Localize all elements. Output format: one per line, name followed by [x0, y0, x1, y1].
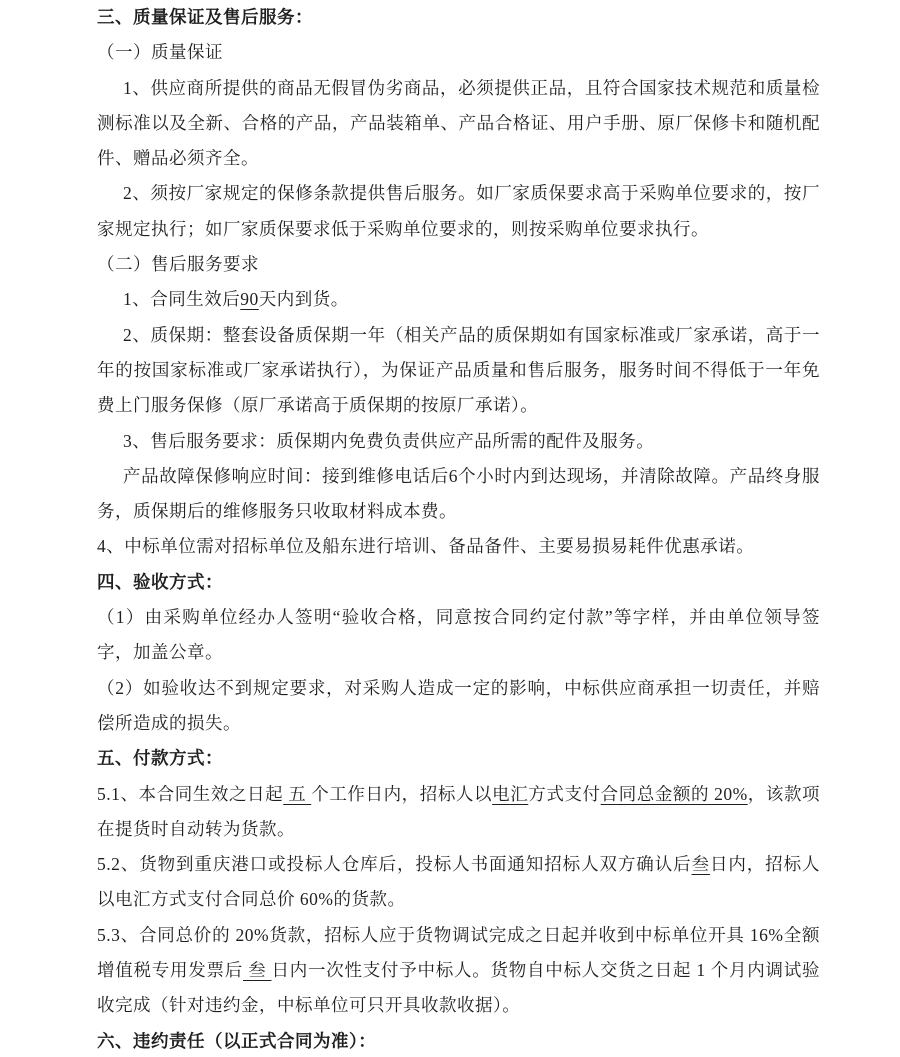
underlined-text-run: 叁 [691, 854, 710, 875]
text-run: 四、验收方式： [97, 571, 223, 592]
text-run: 2、质保期：整套设备质保期一年（相关产品的质保期如有国家标准或厂家承诺，高于一年的按国家标准或厂家承诺执行），为保证产品质量和售后服务，服务时间不得低于一年免费上门服务保修（原厂承诺高于质保期的按原厂承诺）。 [97, 324, 820, 416]
para-acceptance-item-2 [97, 671, 820, 742]
heading-section-6-breach [97, 1024, 820, 1057]
para-payment-5-3 [97, 918, 820, 1024]
text-run: 天内到货。 [258, 289, 349, 310]
text-run: 3、售后服务要求：质保期内免费负责供应产品所需的配件及服务。 [123, 430, 655, 451]
para-quality-item-2 [97, 176, 820, 247]
para-payment-5-2 [97, 847, 820, 918]
text-run: （1）由采购单位经办人签明“验收合格，同意按合同约定付款”等字样，并由单位领导签字，加盖公章。 [97, 607, 820, 663]
underlined-text-run: 合同总金额的 20% [600, 783, 748, 804]
para-quality-item-1 [97, 71, 820, 177]
text-run: 5.3、合同总价的 20%货款，招标人应于货物调试完成之日起并收到中标单位开具 16%全额增值税专用发票后 [97, 924, 820, 981]
heading-section-5-payment [97, 741, 820, 776]
text-run: 日内一次性支付予中标人。货物自中标人交货之日起 1 个月内调试验收完成（针对违约金，中标单位可只开具收款收据）。 [97, 960, 820, 1016]
text-run: 5.1、本合同生效之日起 [97, 783, 284, 804]
para-acceptance-item-1 [97, 600, 820, 671]
text-run: 1、合同生效后 [123, 289, 241, 310]
underlined-text-run: 五 [283, 783, 312, 804]
para-payment-5-1 [97, 777, 820, 848]
para-subheading-quality-assurance [97, 35, 820, 70]
para-subheading-after-sales-requirements [97, 247, 820, 282]
underlined-text-run: 叁 [243, 960, 272, 981]
text-run: 方式支付 [528, 783, 601, 804]
text-run: 日内，招标人以电汇方式支付合同总价 60%的货款。 [97, 854, 821, 910]
text-run: （二）售后服务要求 [97, 254, 259, 275]
document-body [97, 0, 820, 1057]
text-run: 六、违约责任（以正式合同为准）： [97, 1030, 377, 1051]
para-after-sales-item-3 [97, 424, 820, 459]
heading-section-3-quality-and-after-sales [97, 0, 820, 35]
text-run: 4、中标单位需对招标单位及船东进行培训、备品备件、主要易损易耗件优惠承诺。 [97, 536, 755, 557]
text-run: 个工作日内，招标人以 [311, 783, 493, 804]
text-run: 2、须按厂家规定的保修条款提供售后服务。如厂家质保要求高于采购单位要求的，按厂家规定执行；如厂家质保要求低于采购单位要求的，则按采购单位要求执行。 [97, 183, 820, 239]
text-run: ，该款项在提货时自动转为货款。 [97, 783, 821, 839]
para-after-sales-item-2 [97, 318, 820, 424]
para-response-time [97, 459, 820, 530]
text-run: （2）如验收达不到规定要求，对采购人造成一定的影响，中标供应商承担一切责任，并赔偿所造成的损失。 [97, 677, 820, 733]
para-after-sales-item-1 [97, 282, 820, 317]
text-run: 三、质量保证及售后服务： [97, 7, 313, 27]
text-run: （一）质量保证 [97, 42, 223, 63]
underlined-text-run: 电汇 [492, 783, 529, 804]
text-run: 5.2、货物到重庆港口或投标人仓库后，投标人书面通知招标人双方确认后 [97, 854, 692, 875]
text-run: 产品故障保修响应时间：接到维修电话后6个小时内到达现场，并清除故障。产品终身服务，质保期后的维修服务只收取材料成本费。 [97, 465, 820, 522]
heading-section-4-acceptance [97, 565, 820, 600]
text-run: 1、供应商所提供的商品无假冒伪劣商品，必须提供正品，且符合国家技术规范和质量检测标准以及全新、合格的产品，产品装箱单、产品合格证、用户手册、原厂保修卡和随机配件、赠品必须齐全。 [97, 77, 820, 169]
para-after-sales-item-4 [97, 529, 820, 564]
text-run: 五、付款方式： [97, 748, 223, 769]
underlined-text-run: 90 [240, 289, 259, 310]
